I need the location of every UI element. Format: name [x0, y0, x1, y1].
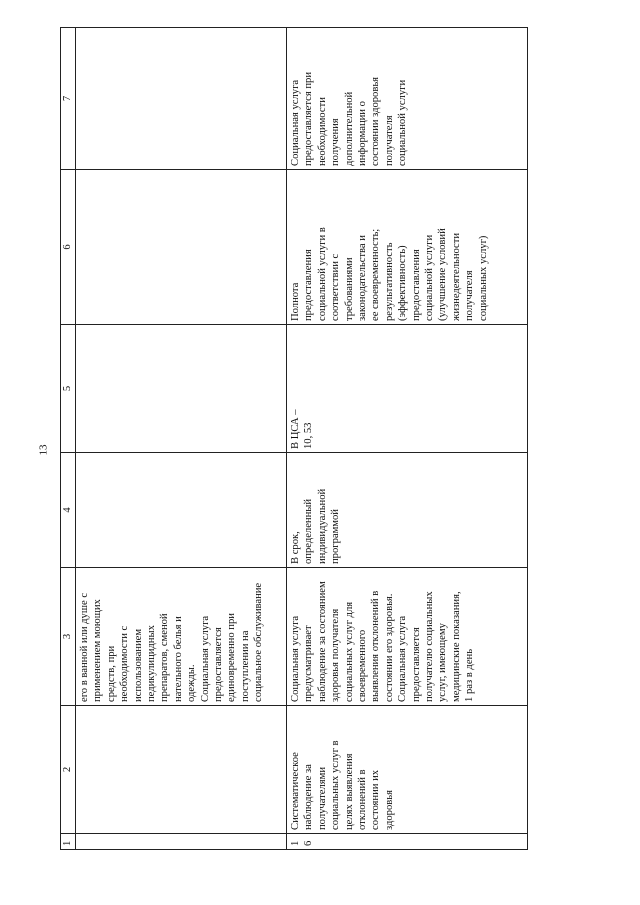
- table-header-row: [61, 28, 76, 850]
- services-table: [60, 27, 528, 850]
- cell-number: [76, 834, 287, 850]
- table-row-16: [287, 28, 528, 850]
- column-number-4: 4: [61, 453, 76, 568]
- cell-conditions: [76, 28, 287, 170]
- cell-cost: [76, 325, 287, 453]
- table-row-continuation: [76, 28, 287, 850]
- cell-deadline: В срок, определенный индивидуальной программой: [287, 453, 528, 568]
- cell-quality-indicators: [76, 170, 287, 325]
- column-number-6: 6: [61, 170, 76, 325]
- cell-number: 16: [287, 834, 528, 850]
- column-number-5: 5: [61, 325, 76, 453]
- cell-service-description: его в ванной или душе с применением моющих средств, при необходимости с использованием педикулицидных препаратов, сменой нательного белья и одежды. Социальная услуга предоставляется единовременно при поступлении на социальное обслуживание: [76, 568, 287, 706]
- cell-deadline: [76, 453, 287, 568]
- column-number-1: 1: [61, 834, 76, 850]
- column-number-7: 7: [61, 28, 76, 170]
- page-number: 13: [37, 444, 50, 456]
- column-number-3: 3: [61, 568, 76, 706]
- cell-conditions: Социальная услуга предоставляется при необходимости получения дополнительной информации о состоянии здоровья получателя социальной услуги: [287, 28, 528, 170]
- cell-service-description: Социальная услуга предусматривает наблюдение за состоянием здоровья получателя социальных услуг для своевременного выявления отклонений в состоянии его здоровья. Социальная услуга предоставляется получателю социальных услуг, имеющему медицинские показания, 1 раз в день: [287, 568, 528, 706]
- cell-service-name: Систематическое наблюдение за получателями социальных услуг в целях выявления отклонений в состоянии их здоровья: [287, 706, 528, 834]
- column-number-2: 2: [61, 706, 76, 834]
- cell-quality-indicators: Полнота предоставления социальной услуги в соответствии с требованиями законодательства и ее своевременность; результативность (эффективность) предоставления социальной услуги (улучшение условий жизнедеятельности получателя социальных услуг): [287, 170, 528, 325]
- rotated-page-content: [60, 28, 524, 850]
- cell-service-name: [76, 706, 287, 834]
- cell-cost: В ЦСА – 10, 53: [287, 325, 528, 453]
